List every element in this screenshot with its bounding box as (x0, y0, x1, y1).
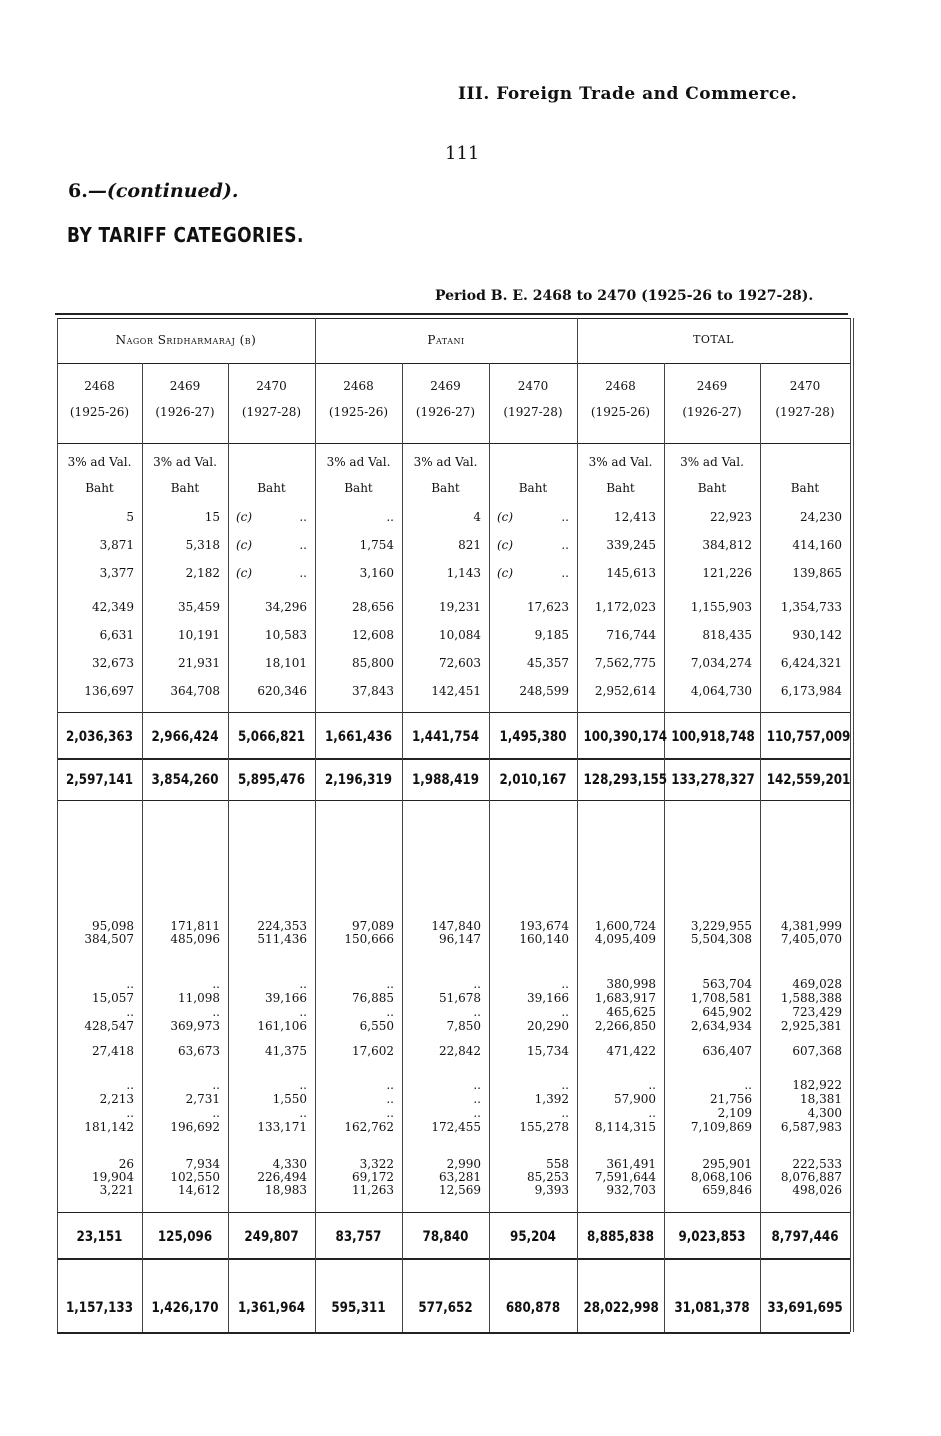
table-cell: 145,613 (606, 566, 656, 580)
subtotal-2-cell: 5,895,476 (237, 772, 305, 788)
table-cell: 384,812 (702, 538, 752, 552)
duty-header: 3% ad Val. (413, 455, 478, 469)
stacked-cell: .. 76,885 .. 6,550 (352, 977, 394, 1033)
stacked-cell: 171,811 485,096 (170, 919, 220, 946)
fiscal-year-header: (1926-27) (155, 405, 215, 419)
group-header: Nagor Sridharmaraj (b) (115, 333, 257, 347)
duty-header: 3% ad Val. (67, 455, 132, 469)
year-header: 2470 (789, 379, 821, 393)
stacked-cell: 41,375 (265, 1044, 307, 1058)
subtotal-3-cell: 125,096 (157, 1229, 213, 1245)
table-cell: 5,318 (185, 538, 220, 552)
grand-total-cell: 33,691,695 (767, 1300, 843, 1316)
table-rule (57, 1258, 850, 1260)
table-rule (57, 758, 850, 760)
table-rule (57, 1212, 850, 1213)
subtotal-1-cell: 2,036,363 (65, 729, 133, 745)
grand-total-cell: 28,022,998 (583, 1300, 659, 1316)
grand-total-cell: 1,157,133 (65, 1300, 133, 1316)
stacked-cell: 27,418 (92, 1044, 134, 1058)
subtotal-1-cell: 100,918,748 (671, 729, 755, 745)
table-cell: 930,142 (792, 628, 842, 642)
table-cell: .. (561, 538, 569, 552)
table-cell: 19,231 (439, 600, 481, 614)
stacked-cell: 563,704 1,708,581 645,902 2,634,934 (690, 977, 752, 1033)
table-cell: 21,931 (178, 656, 220, 670)
table-cell: 4,064,730 (690, 684, 752, 698)
unit-header: Baht (344, 481, 373, 495)
table-cell: 6,173,984 (780, 684, 842, 698)
table-cell: 364,708 (170, 684, 220, 698)
stacked-cell: 15,734 (527, 1044, 569, 1058)
year-header: 2470 (517, 379, 549, 393)
table-cell: 2,182 (185, 566, 220, 580)
table-rule (55, 313, 848, 315)
subtotal-2-cell: 3,854,260 (151, 772, 219, 788)
duty-header: 3% ad Val. (588, 455, 653, 469)
stacked-cell: 1,600,724 4,095,409 (594, 919, 656, 946)
year-header: 2468 (343, 379, 374, 393)
table-cell: 1,143 (446, 566, 481, 580)
subtotal-1-cell: 1,661,436 (324, 729, 392, 745)
stacked-cell: 4,330 226,494 18,983 (257, 1157, 307, 1197)
year-header: 2469 (169, 379, 201, 393)
column-rule (850, 318, 851, 1332)
fiscal-year-header: (1926-27) (415, 405, 476, 419)
table-cell: 9,185 (534, 628, 569, 642)
table-cell: 10,084 (439, 628, 481, 642)
table-cell: 35,459 (178, 600, 220, 614)
subtotal-2-cell: 1,988,419 (411, 772, 479, 788)
table-rule (57, 800, 850, 801)
fiscal-year-header: (1927-28) (775, 405, 835, 419)
stacked-cell: .. 15,057 .. 428,547 (84, 977, 134, 1033)
stacked-cell: 636,407 (702, 1044, 752, 1058)
table-cell: .. (561, 566, 569, 580)
table-cell: 4 (473, 510, 481, 524)
note-mark: (c) (236, 566, 253, 580)
year-header: 2469 (696, 379, 728, 393)
stacked-cell: 26 19,904 3,221 (92, 1157, 134, 1197)
table-rule (57, 1332, 850, 1334)
continued-label: —(continued). (87, 180, 239, 202)
stacked-cell: .. .. .. 162,762 (344, 1078, 394, 1134)
table-cell: .. (386, 510, 394, 524)
unit-header: Baht (170, 481, 200, 495)
stacked-cell: 97,089 150,666 (344, 919, 394, 946)
subtotal-2-cell: 2,010,167 (499, 772, 567, 788)
unit-header: Baht (697, 481, 727, 495)
column-rule (853, 318, 854, 1332)
stacked-cell: .. 2,213 .. 181,142 (84, 1078, 134, 1134)
stacked-cell: 558 85,253 9,393 (527, 1157, 569, 1197)
subtotal-3-cell: 8,797,446 (771, 1229, 839, 1245)
subtotal-1-cell: 1,495,380 (499, 729, 567, 745)
subtotal-3-cell: 95,204 (510, 1229, 556, 1245)
table-number (68, 180, 239, 202)
fiscal-year-header: (1925-26) (590, 405, 651, 419)
group-header: TOTAL (693, 333, 734, 346)
stacked-cell: 147,840 96,147 (431, 919, 481, 946)
table-cell: 716,744 (606, 628, 656, 642)
table-cell: 1,754 (359, 538, 394, 552)
subtotal-1-cell: 100,390,174 (583, 729, 668, 745)
unit-header: Baht (257, 481, 286, 495)
table-cell: 34,296 (265, 600, 307, 614)
fiscal-year-header: (1925-26) (69, 405, 130, 419)
table-cell: 45,357 (527, 656, 569, 670)
stacked-cell: 222,533 8,076,887 498,026 (780, 1157, 842, 1197)
page-number: 111 (445, 143, 480, 164)
table-cell: 3,160 (359, 566, 394, 580)
table-cell: 42,349 (92, 600, 134, 614)
unit-header: Baht (606, 481, 635, 495)
table-cell: 72,603 (439, 656, 481, 670)
duty-header: 3% ad Val. (680, 455, 744, 469)
table-cell: 5 (126, 510, 134, 524)
stacked-cell: .. 57,900 .. 8,114,315 (594, 1078, 656, 1134)
stacked-cell: .. 39,166 .. 20,290 (527, 977, 569, 1033)
table-cell: 85,800 (352, 656, 394, 670)
subtotal-3-cell: 8,885,838 (586, 1229, 654, 1245)
subtotal-1-cell: 5,066,821 (237, 729, 305, 745)
subtotal-1-cell: 1,441,754 (411, 729, 479, 745)
table-cell: 37,843 (352, 684, 394, 698)
unit-header: Baht (431, 481, 460, 495)
section-title: III. Foreign Trade and Commerce. (458, 84, 798, 104)
stacked-cell: .. 1,392 .. 155,278 (519, 1078, 569, 1134)
grand-total-cell: 680,878 (505, 1300, 561, 1316)
table-number-label: 6. (68, 180, 88, 202)
table-cell: 818,435 (702, 628, 752, 642)
stacked-cell: 63,673 (178, 1044, 220, 1058)
subtotal-3-cell: 78,840 (422, 1229, 469, 1245)
subtotal-2-cell: 2,196,319 (324, 772, 392, 788)
table-cell: 18,101 (265, 656, 307, 670)
duty-header: 3% ad Val. (153, 455, 217, 469)
table-cell: 139,865 (792, 566, 842, 580)
table-cell: 1,155,903 (690, 600, 752, 614)
stacked-cell: .. 51,678 .. 7,850 (439, 977, 481, 1033)
table-rule (57, 712, 850, 713)
table-cell: 28,656 (352, 600, 394, 614)
stacked-cell: 471,422 (606, 1044, 656, 1058)
stacked-cell: .. .. .. 172,455 (431, 1078, 481, 1134)
grand-total-cell: 1,361,964 (237, 1300, 305, 1316)
stacked-cell: 3,229,955 5,504,308 (690, 919, 752, 946)
table-cell: 10,191 (178, 628, 220, 642)
grand-total-cell: 577,652 (418, 1300, 473, 1316)
note-mark: (c) (497, 510, 514, 524)
fiscal-year-header: (1927-28) (503, 405, 563, 419)
unit-header: Baht (518, 481, 548, 495)
stacked-cell: .. 2,731 .. 196,692 (170, 1078, 220, 1134)
subtotal-2-cell: 142,559,201 (766, 772, 851, 788)
group-header: Patani (427, 333, 465, 347)
stacked-cell: .. 21,756 2,109 7,109,869 (690, 1078, 752, 1134)
table-cell: 3,871 (99, 538, 134, 552)
table-cell: .. (299, 538, 307, 552)
stacked-cell: .. 11,098 .. 369,973 (170, 977, 220, 1033)
table-cell: 6,631 (99, 628, 134, 642)
unit-header: Baht (790, 481, 820, 495)
year-header: 2468 (605, 379, 636, 393)
subtotal-1-cell: 110,757,009 (766, 729, 851, 745)
fiscal-year-header: (1925-26) (328, 405, 389, 419)
table-cell: 821 (458, 538, 481, 552)
stacked-cell: 182,922 18,381 4,300 6,587,983 (780, 1078, 842, 1134)
table-cell: 17,623 (527, 600, 569, 614)
unit-header: Baht (85, 481, 114, 495)
table-cell: 248,599 (519, 684, 569, 698)
table-cell: 121,226 (702, 566, 752, 580)
period-caption: Period B. E. 2468 to 2470 (1925-26 to 1927-28). (435, 288, 814, 304)
subtotal-2-cell: 133,278,327 (671, 772, 755, 788)
table-cell: 2,952,614 (594, 684, 656, 698)
table-cell: 339,245 (606, 538, 656, 552)
year-header: 2470 (256, 379, 287, 393)
subtotal-2-cell: 2,597,141 (65, 772, 133, 788)
grand-total-cell: 1,426,170 (151, 1300, 219, 1316)
table-cell: 142,451 (431, 684, 481, 698)
note-mark: (c) (497, 538, 514, 552)
stacked-cell: 22,842 (439, 1044, 481, 1058)
subtotal-3-cell: 249,807 (244, 1229, 299, 1245)
table-cell: 1,354,733 (780, 600, 842, 614)
subtotal-3-cell: 23,151 (76, 1229, 123, 1245)
subtotal-2-cell: 128,293,155 (583, 772, 668, 788)
stacked-cell: .. 39,166 .. 161,106 (257, 977, 307, 1033)
year-header: 2469 (430, 379, 461, 393)
stacked-cell: 4,381,999 7,405,070 (780, 919, 842, 946)
note-mark: (c) (236, 510, 253, 524)
stacked-cell: 295,901 8,068,106 659,846 (690, 1157, 752, 1197)
stacked-cell: 95,098 384,507 (84, 919, 134, 946)
fiscal-year-header: (1927-28) (241, 405, 302, 419)
table-cell: 22,923 (710, 510, 752, 524)
stacked-cell: 17,602 (352, 1044, 394, 1058)
note-mark: (c) (236, 538, 253, 552)
table-subtitle: BY TARIFF CATEGORIES. (67, 223, 304, 247)
table-cell: .. (299, 566, 307, 580)
table-cell: 15 (204, 510, 220, 524)
table-rule (57, 363, 850, 364)
note-mark: (c) (497, 566, 514, 580)
grand-total-cell: 595,311 (331, 1300, 386, 1316)
table-cell: 10,583 (265, 628, 307, 642)
table-rule (57, 443, 850, 444)
table-cell: 12,608 (352, 628, 394, 642)
stacked-cell: 193,674 160,140 (519, 919, 569, 946)
grand-total-cell: 31,081,378 (674, 1300, 750, 1316)
stacked-cell: 607,368 (792, 1044, 842, 1058)
stacked-cell: 361,491 7,591,644 932,703 (594, 1157, 656, 1197)
year-header: 2468 (84, 379, 115, 393)
table-cell: 3,377 (99, 566, 134, 580)
table-cell: 6,424,321 (780, 656, 842, 670)
stacked-cell: 3,322 69,172 11,263 (352, 1157, 394, 1197)
table-cell: .. (561, 510, 569, 524)
stacked-cell: 380,998 1,683,917 465,625 2,266,850 (594, 977, 656, 1033)
table-cell: 32,673 (92, 656, 134, 670)
duty-header: 3% ad Val. (326, 455, 391, 469)
stacked-cell: 469,028 1,588,388 723,429 2,925,381 (780, 977, 842, 1033)
table-cell: 414,160 (792, 538, 842, 552)
subtotal-1-cell: 2,966,424 (151, 729, 219, 745)
stacked-cell: 2,990 63,281 12,569 (439, 1157, 481, 1197)
table-rule (57, 318, 850, 319)
table-cell: 12,413 (614, 510, 656, 524)
table-cell: 7,562,775 (594, 656, 656, 670)
table-cell: 24,230 (800, 510, 842, 524)
stacked-cell: 7,934 102,550 14,612 (170, 1157, 220, 1197)
table-cell: .. (299, 510, 307, 524)
table-cell: 1,172,023 (594, 600, 656, 614)
subtotal-3-cell: 9,023,853 (678, 1229, 746, 1245)
subtotal-3-cell: 83,757 (335, 1229, 382, 1245)
stacked-cell: .. 1,550 .. 133,171 (257, 1078, 307, 1134)
table-cell: 620,346 (257, 684, 307, 698)
fiscal-year-header: (1926-27) (682, 405, 742, 419)
table-cell: 136,697 (84, 684, 134, 698)
stacked-cell: 224,353 511,436 (257, 919, 307, 946)
table-cell: 7,034,274 (690, 656, 752, 670)
